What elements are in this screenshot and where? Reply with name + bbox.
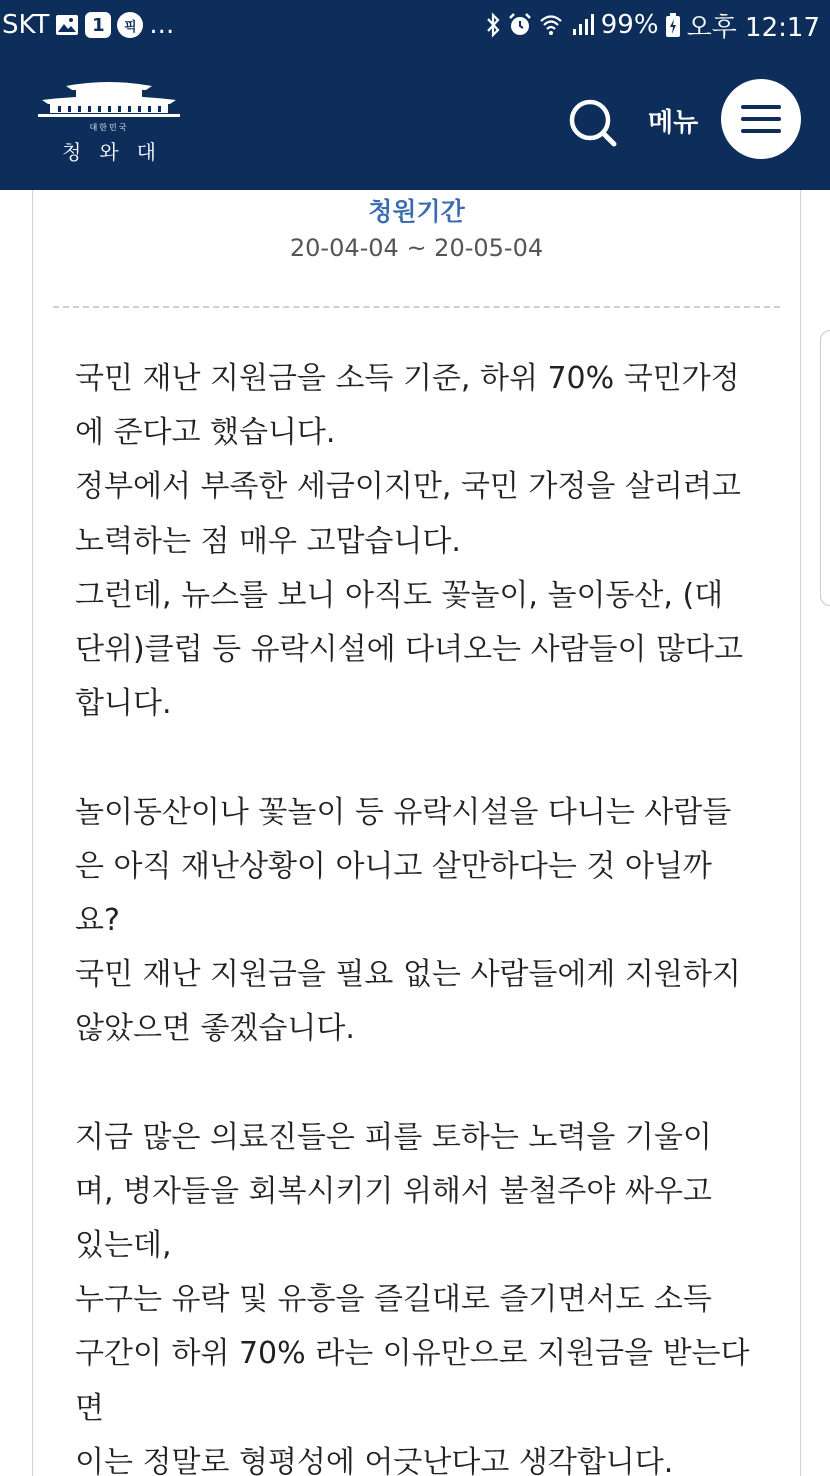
app-header — [0, 50, 830, 190]
clock: 오후 12:17 — [686, 12, 820, 43]
petition-text-line: 놀이동산이나 꽃놀이 등 유락시설을 다니는 사람들 — [75, 794, 732, 830]
status-bar-left — [2, 10, 174, 40]
paragraph-break — [75, 731, 775, 785]
menu-button[interactable] — [721, 79, 801, 159]
petition-text-line: 단위)클럽 등 유락시설에 다녀오는 사람들이 많다고 — [75, 631, 743, 667]
petition-text-line: 국민 재난 지원금을 소득 기준, 하위 70% 국민가정 — [75, 361, 740, 396]
logo-name-text: 청와대 — [62, 140, 174, 164]
battery-percent: 99% — [600, 10, 659, 40]
cheongwadae-logo[interactable] — [36, 78, 186, 168]
petition-text-line: 정부에서 부족한 세금이지만, 국민 가정을 살리려고 — [75, 469, 741, 505]
alarm-icon — [507, 12, 533, 38]
status-bar-right — [485, 7, 820, 44]
petition-period-title: 청원기간 — [368, 197, 465, 226]
petition-text-line: 면 — [75, 1390, 104, 1426]
blue-house-building-icon — [36, 78, 182, 122]
signal-icon — [569, 12, 595, 38]
hamburger-menu-icon — [739, 102, 783, 136]
pick-app-icon: 픽 — [117, 12, 143, 38]
petition-text-line: 않았으면 좋겠습니다. — [75, 1011, 355, 1047]
petition-card — [32, 190, 801, 1476]
petition-text-line: 지금 많은 의료진들은 피를 토하는 노력을 기울이 — [75, 1119, 712, 1155]
petition-text-line: 에 준다고 했습니다. — [75, 415, 336, 451]
logo-country-text: 대한민국 — [89, 123, 129, 132]
petition-period-range: 20-04-04 ~ 20-05-04 — [289, 234, 544, 262]
notification-count-icon: 1 — [85, 12, 111, 38]
more-notifications: ... — [149, 10, 175, 40]
wifi-icon — [539, 12, 563, 38]
petition-text-line: 구간이 하위 70% 라는 이유만으로 지원금을 받는다 — [75, 1336, 750, 1372]
petition-text-line: 은 아직 재난상황이 아니고 살만하다는 것 아닐까 — [75, 848, 712, 884]
petition-text-line: 이는 정말로 형평성에 어긋난다고 생각합니다. — [75, 1444, 674, 1476]
petition-body — [75, 352, 775, 1476]
search-button[interactable] — [564, 94, 620, 150]
petition-text-line: 며, 병자들을 회복시키기 위해서 불철주야 싸우고 — [75, 1173, 712, 1209]
carrier-label: SKT — [2, 10, 50, 40]
petition-text-line: 있는데, — [75, 1228, 172, 1263]
petition-text-line: 그런데, 뉴스를 보니 아직도 꽃놀이, 놀이동산, (대 — [75, 577, 724, 613]
search-icon — [564, 94, 620, 150]
paragraph-break — [75, 1056, 775, 1110]
side-panel-handle[interactable] — [820, 330, 830, 606]
petition-text-line: 노력하는 점 매우 고맙습니다. — [75, 523, 461, 559]
petition-text-line: 요? — [75, 902, 120, 938]
petition-text-line: 합니다. — [75, 686, 172, 722]
status-bar — [0, 0, 830, 50]
petition-text-line: 국민 재난 지원금을 필요 없는 사람들에게 지원하지 — [75, 957, 741, 993]
gallery-icon — [55, 14, 79, 36]
dashed-divider — [53, 306, 780, 308]
battery-charging-icon — [665, 12, 681, 38]
bluetooth-icon — [485, 12, 501, 38]
petition-text-line: 누구는 유락 및 유흥을 즐길대로 즐기면서도 소득 — [75, 1282, 712, 1318]
menu-label[interactable]: 메뉴 — [648, 108, 699, 138]
